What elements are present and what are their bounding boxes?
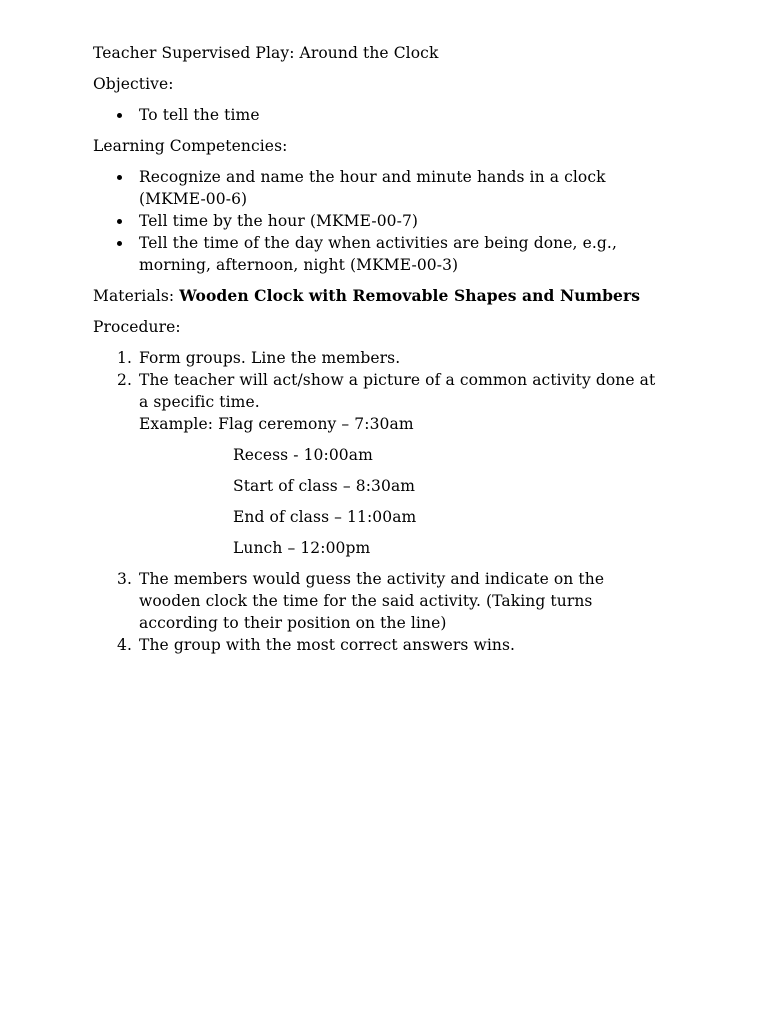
step-number: 2.	[117, 371, 132, 389]
step-line: The members would guess the activity and indicate on the	[139, 570, 605, 588]
bullet-icon	[117, 113, 122, 118]
list-item	[93, 347, 733, 369]
competency-line: morning, afternoon, night (MKME-00-3)	[139, 256, 459, 274]
step-line: The teacher will act/show a picture of a common activity done at	[139, 371, 656, 389]
schedule-item: Lunch – 12:00pm	[233, 539, 371, 557]
step-line: Example: Flag ceremony – 7:30am	[139, 415, 414, 433]
competencies-heading: Learning Competencies:	[93, 137, 288, 155]
list-item	[93, 369, 733, 435]
competency-line: (MKME-00-6)	[139, 190, 248, 208]
procedure-heading: Procedure:	[93, 318, 181, 336]
procedure-list	[93, 347, 733, 435]
list-item	[93, 232, 733, 276]
procedure-list-continued	[93, 568, 733, 656]
step-line: a specific time.	[139, 393, 260, 411]
objective-text: To tell the time	[139, 106, 260, 124]
objective-list	[93, 104, 733, 126]
materials-line	[93, 285, 733, 307]
schedule-item: End of class – 11:00am	[233, 508, 417, 526]
step-number: 1.	[117, 349, 132, 367]
document-page	[93, 42, 733, 656]
materials-label: Materials:	[93, 287, 175, 305]
schedule-item: Recess - 10:00am	[233, 446, 373, 464]
list-item	[93, 210, 733, 232]
bullet-icon	[117, 219, 122, 224]
step-line: Form groups. Line the members.	[139, 349, 401, 367]
objective-heading: Objective:	[93, 75, 174, 93]
list-item	[93, 104, 733, 126]
step-line: The group with the most correct answers wins.	[139, 636, 516, 654]
list-item	[93, 166, 733, 210]
bullet-icon	[117, 241, 122, 246]
schedule-item: Start of class – 8:30am	[233, 477, 416, 495]
step-number: 4.	[117, 636, 132, 654]
competency-line: Recognize and name the hour and minute hands in a clock	[139, 168, 606, 186]
step-line: according to their position on the line)	[139, 614, 447, 632]
competency-line: Tell the time of the day when activities are being done, e.g.,	[139, 234, 617, 252]
bullet-icon	[117, 175, 122, 180]
list-item	[93, 568, 733, 634]
competencies-list	[93, 166, 733, 276]
step-line: wooden clock the time for the said activity. (Taking turns	[139, 592, 593, 610]
list-item	[93, 634, 733, 656]
document-title: Teacher Supervised Play: Around the Clock	[93, 44, 439, 62]
competency-line: Tell time by the hour (MKME-00-7)	[139, 212, 419, 230]
step-number: 3.	[117, 570, 132, 588]
materials-value: Wooden Clock with Removable Shapes and Numbers	[179, 286, 641, 305]
